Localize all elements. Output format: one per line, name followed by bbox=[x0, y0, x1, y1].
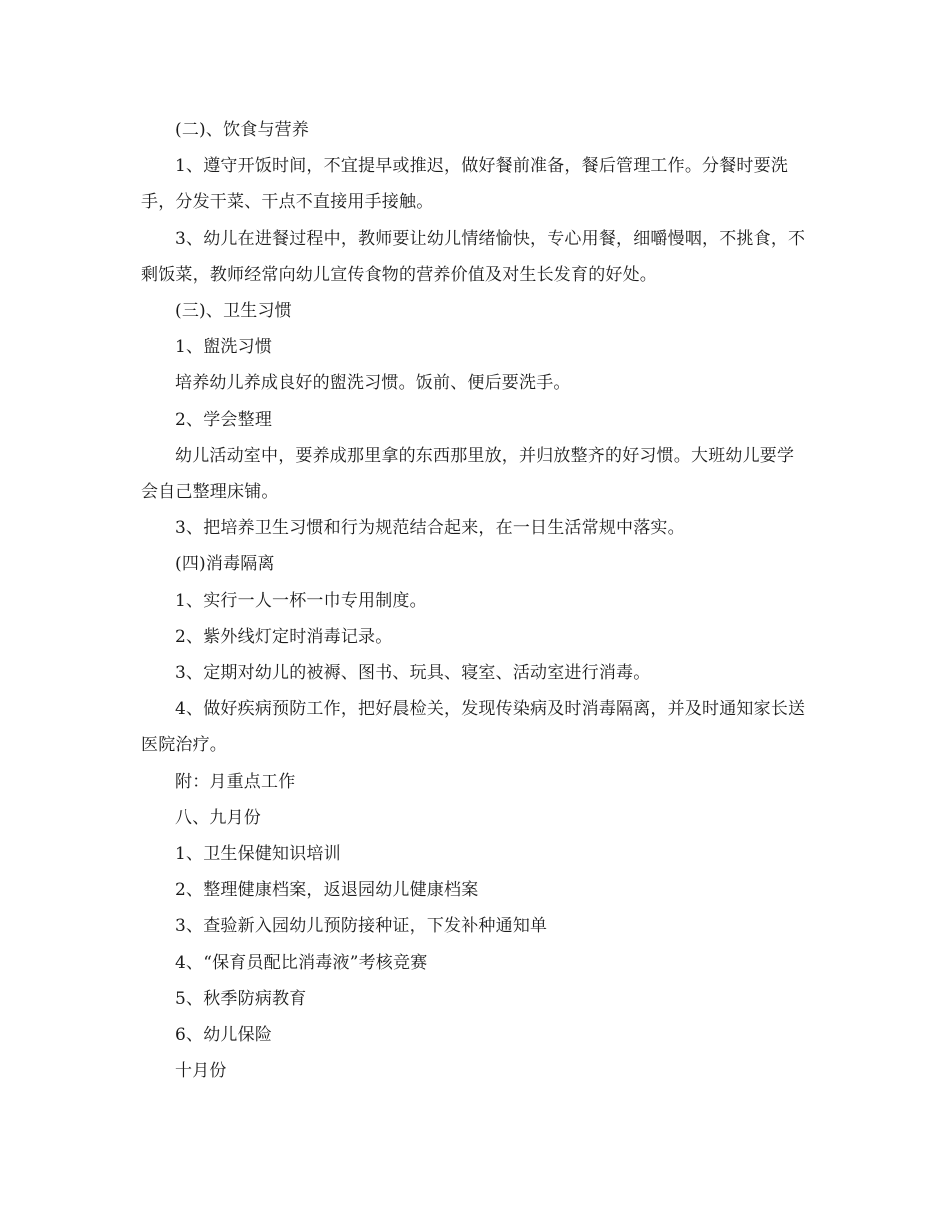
list-item: 5、秋季防病教育 bbox=[175, 988, 307, 1009]
subheading: 2、学会整理 bbox=[175, 409, 273, 430]
paragraph: 3、把培养卫生习惯和行为规范结合起来，在一日生活常规中落实。 bbox=[175, 518, 685, 539]
list-item: 3、查验新入园幼儿预防接种证，下发补种通知单 bbox=[175, 916, 548, 937]
month-heading: 八、九月份 bbox=[175, 807, 261, 828]
list-item: 6、幼儿保险 bbox=[175, 1025, 273, 1046]
list-item: 2、整理健康档案，返退园幼儿健康档案 bbox=[175, 880, 479, 901]
list-item: 1、卫生保健知识培训 bbox=[175, 844, 341, 865]
list-item: 2、紫外线灯定时消毒记录。 bbox=[175, 626, 393, 647]
list-item: 4、“保育员配比消毒液”考核竞赛 bbox=[175, 952, 428, 973]
list-item: 1、实行一人一杯一巾专用制度。 bbox=[175, 590, 427, 611]
section-heading-hygiene: (三)、卫生习惯 bbox=[175, 301, 292, 322]
list-item: 3、定期对幼儿的被褥、图书、玩具、寝室、活动室进行消毒。 bbox=[175, 663, 651, 684]
section-heading-diet: (二)、饮食与营养 bbox=[175, 120, 310, 140]
appendix-heading: 附：月重点工作 bbox=[175, 771, 296, 792]
month-heading: 十月份 bbox=[175, 1061, 227, 1082]
section-heading-disinfection: (四)消毒隔离 bbox=[175, 554, 275, 575]
subheading: 1、盥洗习惯 bbox=[175, 337, 273, 358]
list-item: 4、做好疾病预防工作，把好晨检关，发现传染病及时消毒隔离，并及时通知家长送医院治疗。 bbox=[141, 699, 806, 756]
paragraph: 培养幼儿养成良好的盥洗习惯。饭前、便后要洗手。 bbox=[175, 373, 571, 394]
paragraph: 3、幼儿在进餐过程中，教师要让幼儿情绪愉快，专心用餐，细嚼慢咽，不挑食，不剩饭菜，教师经常向幼儿宣传食物的营养价值及对生长发育的好处。 bbox=[141, 228, 806, 285]
paragraph: 幼儿活动室中，要养成那里拿的东西那里放，并归放整齐的好习惯。大班幼儿要学会自己整理床铺。 bbox=[141, 445, 795, 503]
document-body bbox=[141, 112, 811, 1089]
paragraph: 1、遵守开饭时间，不宜提早或推迟，做好餐前准备，餐后管理工作。分餐时要洗手，分发干菜、干点不直接用手接触。 bbox=[141, 156, 789, 213]
